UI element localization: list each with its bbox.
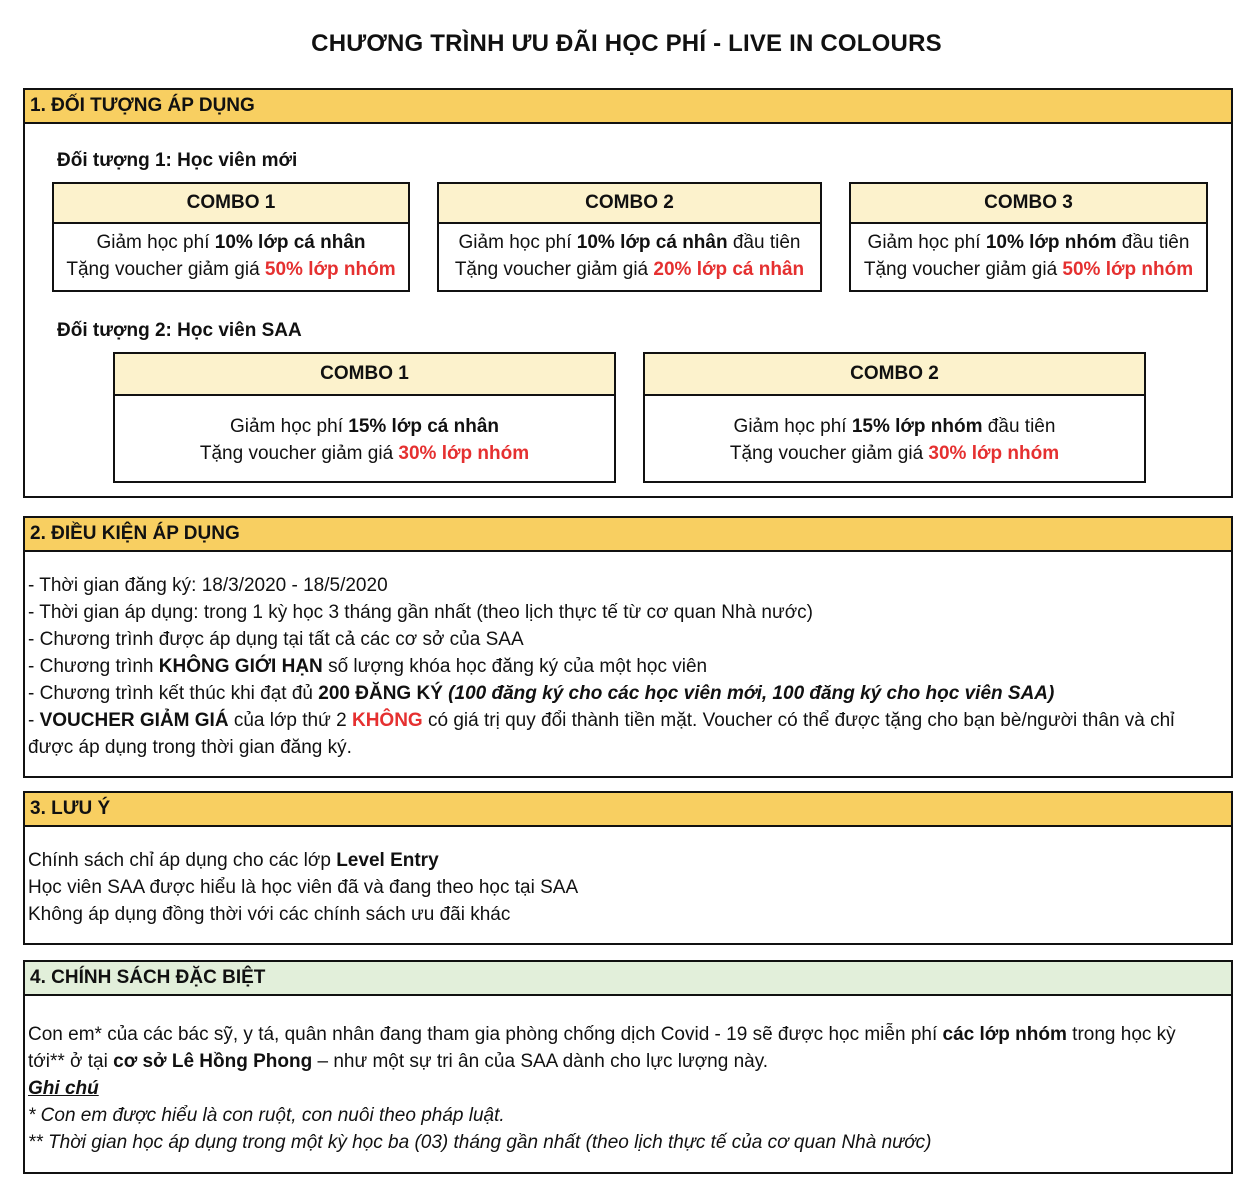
section-applicable-targets <box>23 88 1233 498</box>
combo-line-discount: Giảm học phí 15% lớp nhóm đầu tiên <box>733 416 1056 437</box>
condition-line: - Chương trình KHÔNG GIỚI HẠN số lượng khóa học đăng ký của một học viên <box>28 656 708 677</box>
page-title: CHƯƠNG TRÌNH ƯU ĐÃI HỌC PHÍ - LIVE IN COLOURS <box>311 30 942 57</box>
combo-title: COMBO 3 <box>851 184 1206 224</box>
note-line: Chính sách chỉ áp dụng cho các lớp Level Entry <box>28 850 439 871</box>
combo-line-voucher: Tặng voucher giảm giá 30% lớp nhóm <box>199 443 530 464</box>
combo-title: COMBO 1 <box>54 184 408 224</box>
combo-card <box>113 352 616 483</box>
section-conditions <box>23 516 1233 778</box>
policy-line: Con em* của các bác sỹ, y tá, quân nhân đang tham gia phòng chống dịch Covid - 19 sẽ được học miễn phí các lớp nhóm trong học kỳ <box>28 1024 1176 1045</box>
combo-line-discount: Giảm học phí 10% lớp cá nhân <box>96 232 366 253</box>
condition-line: - Chương trình được áp dụng tại tất cả các cơ sở của SAA <box>28 629 524 650</box>
combo-line-discount: Giảm học phí 10% lớp nhóm đầu tiên <box>867 232 1190 253</box>
special-policy-text <box>25 996 1231 1156</box>
combo-title: COMBO 2 <box>645 354 1144 396</box>
combo-line-voucher: Tặng voucher giảm giá 50% lớp nhóm <box>66 259 396 280</box>
combo-title: COMBO 1 <box>115 354 614 396</box>
section-heading: 2. ĐIỀU KIỆN ÁP DỤNG <box>25 518 1231 552</box>
section-special-policy <box>23 960 1233 1174</box>
condition-line: - Chương trình kết thúc khi đạt đủ 200 ĐĂNG KÝ (100 đăng ký cho các học viên mới, 100 đăng ký cho học viên SAA) <box>28 683 1055 704</box>
note-line: Học viên SAA được hiểu là học viên đã và đang theo học tại SAA <box>28 877 579 898</box>
section-heading: 1. ĐỐI TƯỢNG ÁP DỤNG <box>25 90 1231 124</box>
combo-line-discount: Giảm học phí 10% lớp cá nhân đầu tiên <box>458 232 801 253</box>
note-title: Ghi chú <box>28 1078 99 1099</box>
combo-card <box>52 182 410 292</box>
footnote-line: * Con em được hiểu là con ruột, con nuôi theo pháp luật. <box>28 1105 505 1126</box>
section-notes <box>23 791 1233 945</box>
condition-line: - VOUCHER GIẢM GIÁ của lớp thứ 2 KHÔNG có giá trị quy đổi thành tiền mặt. Voucher có thể được tặng cho bạn bè/người thân và chỉ <box>28 710 1175 731</box>
combo-title: COMBO 2 <box>439 184 820 224</box>
combo-card <box>643 352 1146 483</box>
condition-line: - Thời gian áp dụng: trong 1 kỳ học 3 tháng gần nhất (theo lịch thực tế từ cơ quan Nhà nước) <box>28 602 813 623</box>
combo-line-voucher: Tặng voucher giảm giá 20% lớp cá nhân <box>454 259 805 280</box>
combo-card <box>849 182 1208 292</box>
conditions-list <box>25 552 1231 761</box>
condition-line: được áp dụng trong thời gian đăng ký. <box>28 737 352 758</box>
combo-line-discount: Giảm học phí 15% lớp cá nhân <box>229 416 500 437</box>
section-heading: 3. LƯU Ý <box>25 793 1231 827</box>
notes-list <box>25 827 1231 928</box>
footnote-line: ** Thời gian học áp dụng trong một kỳ học ba (03) tháng gần nhất (theo lịch thực tế của cơ quan Nhà nước) <box>28 1132 932 1153</box>
combo-card <box>437 182 822 292</box>
combo-line-voucher: Tặng voucher giảm giá 50% lớp nhóm <box>863 259 1194 280</box>
combo-line-voucher: Tặng voucher giảm giá 30% lớp nhóm <box>729 443 1060 464</box>
target-group-1-label: Đối tượng 1: Học viên mới <box>57 150 298 171</box>
policy-line: tới** ở tại cơ sở Lê Hồng Phong – như một sự tri ân của SAA dành cho lực lượng này. <box>28 1051 769 1072</box>
section-heading: 4. CHÍNH SÁCH ĐẶC BIỆT <box>25 962 1231 996</box>
target-group-2-label: Đối tượng 2: Học viên SAA <box>57 320 302 341</box>
condition-line: - Thời gian đăng ký: 18/3/2020 - 18/5/2020 <box>28 575 388 596</box>
note-line: Không áp dụng đồng thời với các chính sách ưu đãi khác <box>28 904 511 925</box>
